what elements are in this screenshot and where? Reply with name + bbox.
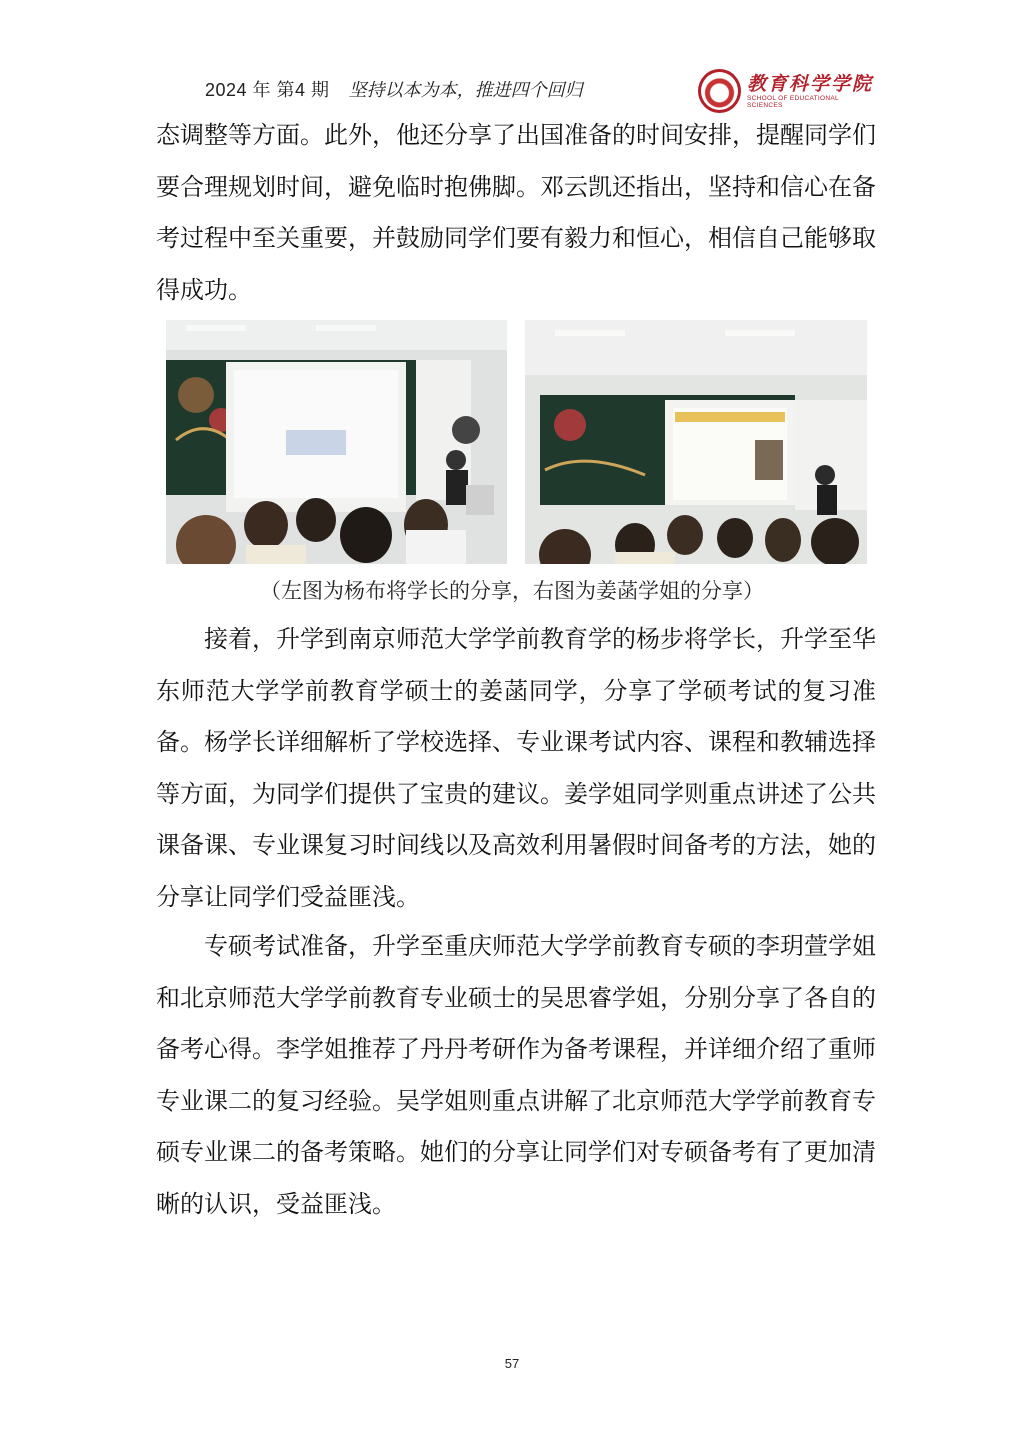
issue-label: 2024 年 第4 期 xyxy=(205,80,330,100)
photo-right-classroom xyxy=(525,320,867,564)
logo-name-en: SCHOOL OF EDUCATIONAL SCIENCES xyxy=(747,95,839,109)
logo-name-cn: 教育科学学院 xyxy=(747,73,874,95)
classroom-photo-left-image xyxy=(166,320,507,564)
paragraph-1: 态调整等方面。此外，他还分享了出国准备的时间安排，提醒同学们要合理规划时间，避免临时抱佛脚。邓云凯还指出，坚持和信心在备考过程中至关重要，并鼓励同学们要有毅力和恒心，相信自己能够取得成功。 xyxy=(156,121,876,304)
header-slogan: 坚持以本为本，推进四个回归 xyxy=(348,80,583,101)
running-header xyxy=(205,76,583,102)
photo-caption: （左图为杨布将学长的分享，右图为姜菡学姐的分享） xyxy=(260,579,764,603)
paragraph-2: 接着，升学到南京师范大学学前教育学的杨步将学长，升学至华东师范大学学前教育学硕士的姜菡同学，分享了学硕考试的复习准备。杨学长详细解析了学校选择、专业课考试内容、课程和教辅选择等方面，为同学们提供了宝贵的建议。姜学姐同学则重点讲述了公共课备课、专业课复习时间线以及高效利用暑假时间备考的方法，她的分享让同学们受益匪浅。 xyxy=(156,625,876,911)
school-logo xyxy=(698,68,873,114)
school-seal-icon xyxy=(698,69,741,113)
photo-left-classroom xyxy=(166,320,507,564)
classroom-photo-right-image xyxy=(525,320,867,564)
page-number: 57 xyxy=(504,1356,520,1371)
paragraph-3: 专硕考试准备，升学至重庆师范大学学前教育专硕的李玥萱学姐和北京师范大学学前教育专业硕士的吴思睿学姐，分别分享了各自的备考心得。李学姐推荐了丹丹考研作为备考课程，并详细介绍了重师专业课二的复习经验。吴学姐则重点讲解了北京师范大学学前教育专硕专业课二的备考策略。她们的分享让同学们对专硕备考有了更加清晰的认识，受益匪浅。 xyxy=(156,932,876,1218)
